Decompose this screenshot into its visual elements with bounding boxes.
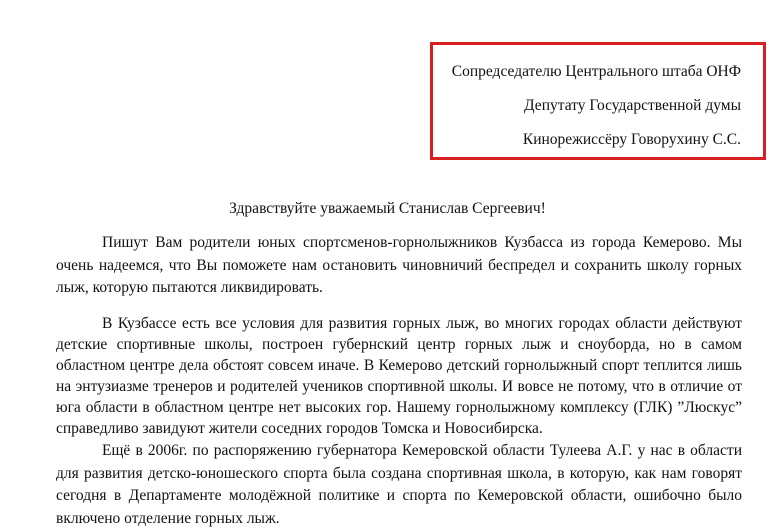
addressee-line-director: Кинорежиссёру Говорухину С.С.: [522, 131, 741, 148]
letter-paragraph-2: В Кузбассе есть все условия для развития горных лыж, во многих городах области действуют детские спортивные школы, построен губернский центр горных лыж и сноуборда, но в самом областном центре дела обстоят совсем иначе. В Кемерово детский горнолыжный спорт теплится лишь на энтузиазме тренеров и родителей учеников спортивной школы. И вовсе не потому, что в отличие от юга области в областном центре нет высоких гор. Нашему горнолыжному комплексу (ГЛК) ”Люскус” справедливо завидуют жители соседних городов Томска и Новосибирска.: [56, 315, 742, 437]
letter-paragraph-1: Пишут Вам родители юных спортсменов-горнолыжников Кузбасса из города Кемерово. Мы очень надеемся, что Вы поможете нам остановить чиновничий беспредел и сохранить школу горных лыж, которую пытаются ликвидировать.: [56, 234, 742, 296]
addressee-line-duma: Депутату Государственной думы: [524, 97, 741, 114]
addressee-line-onf: Сопредседателю Центрального штаба ОНФ: [451, 63, 741, 80]
addressee-block: [430, 42, 766, 160]
letter-paragraph-3: Ещё в 2006г. по распоряжению губернатора Кемеровской области Тулеева А.Г. у нас в области для развития детско-юношеского спорта была создана спортивная школа, в которую, как нам говорят сегодня в Департаменте молодёжной политике и спорта по Кемеровской области, ошибочно было включено отделение горных лыж.: [56, 442, 742, 527]
letter-greeting: Здравствуйте уважаемый Станислав Сергеевич!: [229, 200, 546, 217]
